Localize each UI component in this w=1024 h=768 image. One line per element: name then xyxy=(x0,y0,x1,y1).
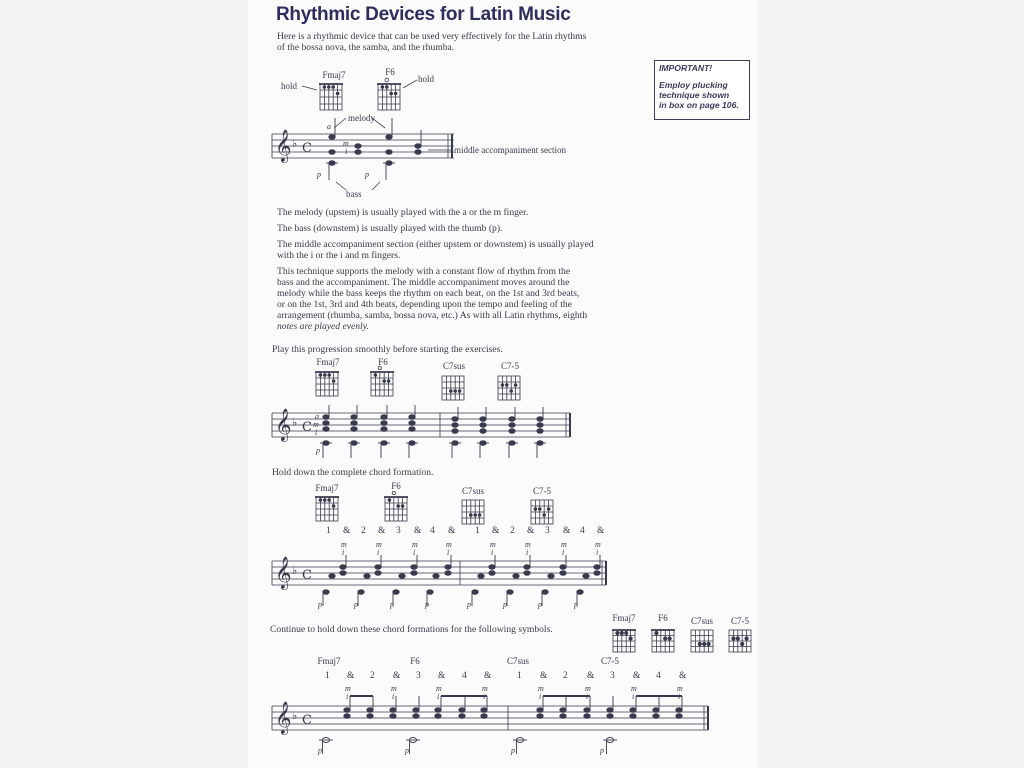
progression-intro: Play this progression smoothly before starting the exercises. xyxy=(272,344,503,355)
finger-m: m xyxy=(631,684,637,693)
ex2-chord-name-3: C7sus xyxy=(506,656,529,666)
count-label: 3 xyxy=(416,671,421,681)
ex1-bass-label: bass xyxy=(346,189,362,199)
important-line-1: Employ plucking xyxy=(659,80,728,90)
bass-p: p xyxy=(318,746,322,755)
ex1-finger-p1: p xyxy=(317,170,321,179)
explain-melody: The melody (upstem) is usually played with the a or the m finger. xyxy=(277,207,529,218)
count-label: 4 xyxy=(430,526,435,536)
prog-finger-a: a xyxy=(315,412,319,421)
finger-m: m xyxy=(436,684,442,693)
sym-chord-name-4: C7-5 xyxy=(731,616,749,626)
count-label: & xyxy=(484,671,492,681)
svg-text:♭: ♭ xyxy=(292,564,298,577)
sym-chord-name-3: C7sus xyxy=(690,616,713,626)
count-label: & xyxy=(343,526,351,536)
count-label: 1 xyxy=(326,526,331,536)
count-label: & xyxy=(378,526,386,536)
svg-text:𝄞: 𝄞 xyxy=(275,701,292,734)
count-label: 2 xyxy=(510,526,515,536)
count-label: 2 xyxy=(370,671,375,681)
finger-m: m xyxy=(376,540,382,549)
ex1-hold-right: hold xyxy=(418,74,435,84)
explain-tech-6: notes are played evenly. xyxy=(277,321,369,332)
ex1b-chord-name-3: C7sus xyxy=(461,486,484,496)
bass-p: p xyxy=(600,746,604,755)
ex1-chord-name-2: F6 xyxy=(385,67,395,77)
sym-chord-name-1: Fmaj7 xyxy=(612,613,636,623)
bass-p: p xyxy=(405,746,409,755)
count-label: 4 xyxy=(656,671,661,681)
prog-chord-name-4: C7-5 xyxy=(501,361,519,371)
prog-finger-m: m xyxy=(313,420,319,429)
bass-p: p xyxy=(425,600,429,609)
svg-text:C: C xyxy=(302,141,312,156)
svg-text:𝄞: 𝄞 xyxy=(275,129,292,162)
count-label: 1 xyxy=(475,526,480,536)
count-label: 3 xyxy=(610,671,615,681)
finger-m: m xyxy=(412,540,418,549)
count-label: 1 xyxy=(517,671,522,681)
prog-chord-name-2: F6 xyxy=(378,357,388,367)
finger-i: i xyxy=(491,548,494,557)
finger-m: m xyxy=(561,540,567,549)
important-box xyxy=(654,60,750,120)
count-label: & xyxy=(438,671,446,681)
finger-m: m xyxy=(341,540,347,549)
count-label: & xyxy=(393,671,401,681)
explain-bass: The bass (downstem) is usually played with the thumb (p). xyxy=(277,223,503,234)
finger-i: i xyxy=(413,548,416,557)
ex1-middle-label: middle accompaniment section xyxy=(454,145,566,155)
finger-m: m xyxy=(391,684,397,693)
intro-line-2: of the bossa nova, the samba, and the rhumba. xyxy=(277,42,455,53)
ex2-chord-name-4: C7-5 xyxy=(601,656,619,666)
intro-line-1: Here is a rhythmic device that can be used very effectively for the Latin rhythms xyxy=(277,31,587,42)
prog-finger-i: i xyxy=(315,428,318,437)
svg-text:𝄞: 𝄞 xyxy=(275,556,292,589)
count-label: & xyxy=(414,526,422,536)
ex1b-chord-name-4: C7-5 xyxy=(533,486,551,496)
bass-p: p xyxy=(574,600,578,609)
bass-p: p xyxy=(390,600,394,609)
count-label: & xyxy=(347,671,355,681)
bass-p: p xyxy=(354,600,358,609)
finger-i: i xyxy=(539,692,542,701)
count-label: & xyxy=(587,671,595,681)
ex1-hold-left: hold xyxy=(281,81,298,91)
finger-m: m xyxy=(538,684,544,693)
count-label: 3 xyxy=(545,526,550,536)
finger-i: i xyxy=(596,548,599,557)
finger-i: i xyxy=(678,692,681,701)
explain-tech-2: bass and the accompaniment. The middle accompaniment moves around the xyxy=(277,277,570,288)
finger-i: i xyxy=(377,548,380,557)
ex1-finger-a: a xyxy=(327,122,331,131)
page-title: Rhythmic Devices for Latin Music xyxy=(276,4,571,25)
svg-text:𝄞: 𝄞 xyxy=(275,408,292,441)
prog-chord-name-1: Fmaj7 xyxy=(316,357,340,367)
ex2-chord-name-2: F6 xyxy=(410,656,420,666)
explain-tech-1: This technique supports the melody with a constant flow of rhythm from the xyxy=(277,266,571,277)
svg-text:C: C xyxy=(302,713,312,728)
count-label: & xyxy=(527,526,535,536)
finger-m: m xyxy=(345,684,351,693)
ex2-chord-name-1: Fmaj7 xyxy=(317,656,341,666)
important-line-2: technique shown xyxy=(659,90,730,100)
count-label: & xyxy=(597,526,605,536)
bass-p: p xyxy=(318,600,322,609)
svg-text:♭: ♭ xyxy=(292,709,298,722)
finger-m: m xyxy=(595,540,601,549)
important-line-3: in box on page 106. xyxy=(659,100,739,110)
bass-p: p xyxy=(538,600,542,609)
bass-p: p xyxy=(467,600,471,609)
finger-i: i xyxy=(342,548,345,557)
important-heading: IMPORTANT! xyxy=(659,63,713,73)
finger-i: i xyxy=(526,548,529,557)
count-label: 4 xyxy=(580,526,585,536)
finger-i: i xyxy=(437,692,440,701)
finger-i: i xyxy=(447,548,450,557)
count-label: & xyxy=(448,526,456,536)
bass-p: p xyxy=(503,600,507,609)
finger-m: m xyxy=(525,540,531,549)
count-label: & xyxy=(540,671,548,681)
svg-text:♭: ♭ xyxy=(292,137,298,150)
finger-m: m xyxy=(585,684,591,693)
count-label: 3 xyxy=(396,526,401,536)
ex1b-chord-name-2: F6 xyxy=(391,481,401,491)
explain-tech-3: melody while the bass keeps the rhythm on each beat, on the 1st and 3rd beats, xyxy=(277,288,580,299)
finger-i: i xyxy=(392,692,395,701)
explain-tech-5: arrangement (rhumba, samba, bossa nova, etc.) As with all Latin rhythms, eighth xyxy=(277,310,588,321)
count-label: 1 xyxy=(325,671,330,681)
count-label: & xyxy=(633,671,641,681)
count-label: 4 xyxy=(462,671,467,681)
ex1-finger-i: i xyxy=(345,147,348,156)
ex1b-chord-name-1: Fmaj7 xyxy=(315,483,339,493)
prog-finger-p: p xyxy=(316,446,320,455)
finger-m: m xyxy=(677,684,683,693)
finger-m: m xyxy=(446,540,452,549)
finger-i: i xyxy=(632,692,635,701)
explain-middle-2: with the i or the i and m fingers. xyxy=(277,250,401,261)
finger-i: i xyxy=(346,692,349,701)
svg-text:C: C xyxy=(302,568,312,583)
ex1-chord-name-1: Fmaj7 xyxy=(322,70,346,80)
finger-i: i xyxy=(483,692,486,701)
count-label: & xyxy=(563,526,571,536)
bass-p: p xyxy=(511,746,515,755)
prog-chord-name-3: C7sus xyxy=(442,361,465,371)
svg-text:C: C xyxy=(302,420,312,435)
count-label: & xyxy=(492,526,500,536)
count-label: 2 xyxy=(563,671,568,681)
svg-text:♭: ♭ xyxy=(292,416,298,429)
ex1-finger-p2: p xyxy=(365,170,369,179)
finger-i: i xyxy=(562,548,565,557)
explain-tech-4: or on the 1st, 3rd and 4th beats, depending upon the tempo and feeling of the xyxy=(277,299,572,310)
continue-text: Continue to hold down these chord formations for the following symbols. xyxy=(270,624,553,635)
hold-text: Hold down the complete chord formation. xyxy=(272,467,434,478)
finger-m: m xyxy=(482,684,488,693)
count-label: 2 xyxy=(361,526,366,536)
ex1-melody-label: melody xyxy=(348,113,375,123)
finger-i: i xyxy=(586,692,589,701)
ex1-finger-m: m xyxy=(343,139,349,148)
sym-chord-name-2: F6 xyxy=(658,613,668,623)
count-label: & xyxy=(679,671,687,681)
explain-middle-1: The middle accompaniment section (either upstem or downstem) is usually played xyxy=(277,239,594,250)
finger-m: m xyxy=(490,540,496,549)
